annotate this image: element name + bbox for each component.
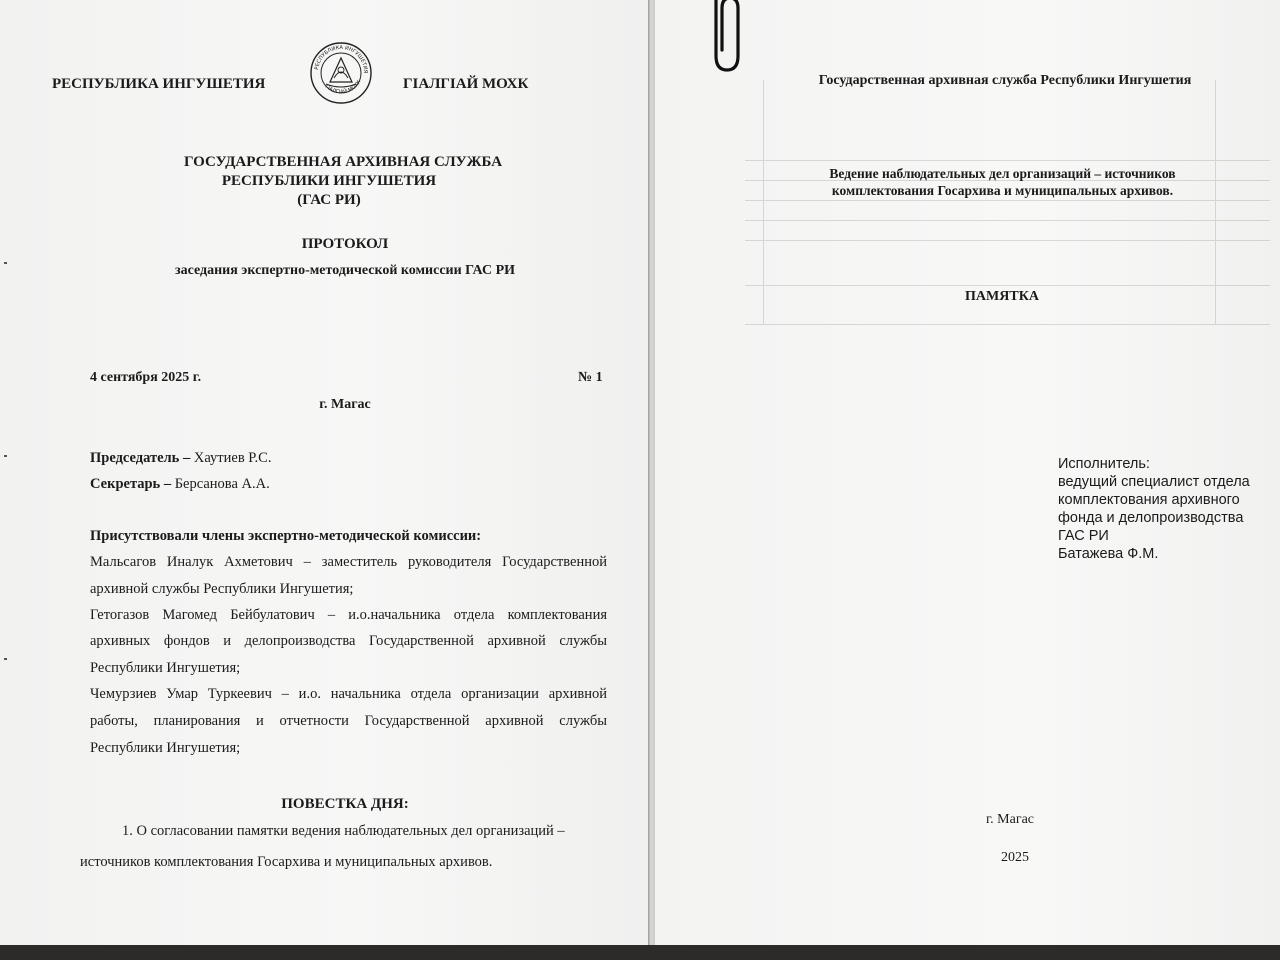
emblem-text-bottom: ГІАЛГІАЙ МОХК [323,79,363,96]
paper-clip-icon [702,0,750,76]
protocol-city: г. Магас [319,397,371,412]
header-right: ГІАЛГІАЙ МОХК [403,76,529,92]
memo-title-line-2: комплектования Госархива и муниципальных архивов. [831,183,1174,198]
member-line: работы, планирования и отчетности Государственной архивной службы [90,713,607,729]
coat-of-arms-icon [306,38,376,104]
member-line: Чемурзиев Умар Туркеевич – и.о. начальника отдела организации архивной [90,686,607,702]
executor-line: Батажева Ф.М. [1058,546,1159,562]
memo-year: 2025 [1001,850,1029,865]
chairman-name: Хаутиев Р.С. [190,450,272,466]
memo-doc-type: ПАМЯТКА [965,289,1039,304]
member-line: Республики Ингушетия; [90,740,241,756]
org-line-3: (ГАС РИ) [297,192,361,208]
agenda-line-1: 1. О согласовании памятки ведения наблюдательных дел организаций – [122,823,565,839]
memo-title-line-1: Ведение наблюдательных дел организаций – источников [829,166,1176,181]
secretary-name: Берсанова А.А. [171,476,270,492]
executor-line: ГАС РИ [1058,528,1109,544]
member-line: архивной службы Республики Ингушетия; [90,581,354,597]
agenda-line-2: источников комплектования Госархива и муниципальных архивов. [80,854,493,870]
memo-org: Государственная архивная служба Республики Ингушетия [818,73,1192,88]
chairman-line [90,450,271,467]
executor-line: Исполнитель: [1058,456,1150,472]
paper-speck [4,262,7,264]
member-line: архивных фондов и делопроизводства Государственной архивной службы [90,633,607,649]
paper-speck [4,658,7,660]
executor-line: комплектования архивного [1058,492,1240,508]
org-line-2: РЕСПУБЛИКИ ИНГУШЕТИЯ [221,173,437,189]
executor-line: фонда и делопроизводства [1058,510,1244,526]
executor-line: ведущий специалист отдела [1058,474,1250,490]
paper-speck [4,455,7,457]
doc-subtitle: заседания экспертно-методической комиссии ГАС РИ [174,263,516,278]
protocol-number: № 1 [578,370,603,385]
org-line-1: ГОСУДАРСТВЕННАЯ АРХИВНАЯ СЛУЖБА [183,154,503,170]
page-gap [648,0,655,948]
table-surface [0,945,1280,960]
memo-page [655,0,1280,948]
header-left: РЕСПУБЛИКА ИНГУШЕТИЯ [52,76,266,92]
memo-city: г. Магас [986,812,1034,827]
member-line: Мальсагов Иналук Ахметович – заместитель руководителя Государственной [90,554,607,570]
members-heading: Присутствовали члены экспертно-методической комиссии: [90,528,482,544]
emblem-text-top: РЕСПУБЛИКА ИНГУШЕТИЯ [314,44,369,74]
secretary-line [90,476,270,493]
doc-title: ПРОТОКОЛ [301,236,389,252]
agenda-heading: ПОВЕСТКА ДНЯ: [281,796,409,812]
secretary-label: Секретарь – [90,476,172,492]
protocol-page [0,0,648,945]
member-line: Республики Ингушетия; [90,660,241,676]
protocol-date: 4 сентября 2025 г. [90,370,202,385]
member-line: Гетогазов Магомед Бейбулатович – и.о.начальника отдела комплектования [90,607,607,623]
chairman-label: Председатель – [90,450,191,466]
